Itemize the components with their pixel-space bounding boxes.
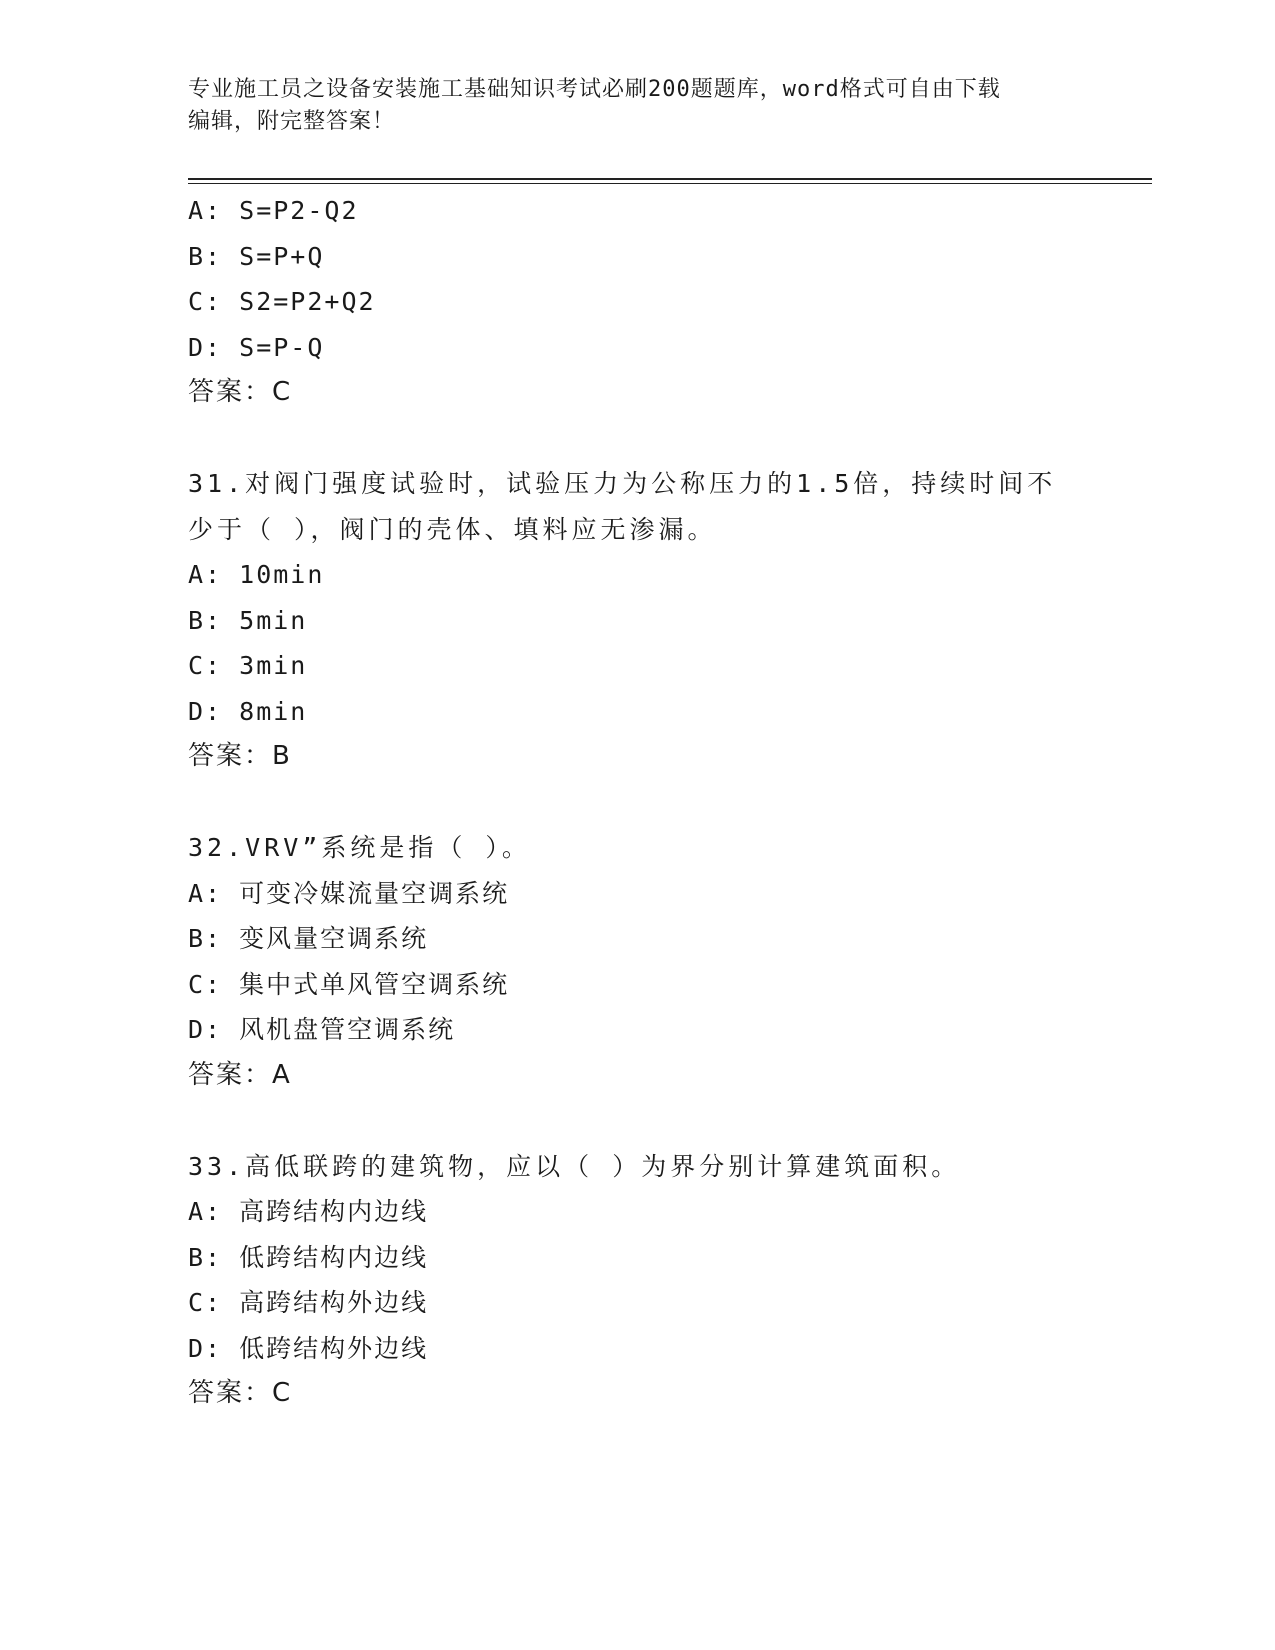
option-b: B: 低跨结构内边线	[188, 1242, 429, 1272]
spacer	[188, 416, 1088, 462]
question-text: 31.对阀门强度试验时，试验压力为公称压力的1.5倍，持续时间不少于（ ），阀门的壳体、填料应无渗漏。	[188, 469, 1057, 544]
option-a: A: 10min	[188, 560, 325, 589]
header-rule-bottom	[188, 183, 1152, 184]
option-d: D: 低跨结构外边线	[188, 1333, 429, 1363]
question-text: 33.高低联跨的建筑物，应以（ ）为界分别计算建筑面积。	[188, 1151, 961, 1181]
question-block-30	[188, 188, 1088, 416]
option-b: B: S=P+Q	[188, 241, 325, 271]
option-d: D: 8min	[188, 696, 308, 726]
header-title-line1: 专业施工员之设备安装施工基础知识考试必刷200题题库，word格式可自由下载	[188, 77, 1001, 102]
answer-line: 答案：A	[188, 1059, 292, 1090]
answer-line: 答案：C	[188, 1378, 293, 1408]
option-c: C: 高跨结构外边线	[188, 1288, 429, 1317]
spacer	[188, 1098, 1088, 1144]
option-a: A: 高跨结构内边线	[188, 1197, 429, 1226]
option-c: C: S2=P2+Q2	[188, 287, 376, 316]
answer-line: 答案：B	[188, 741, 292, 771]
header-title-line2: 编辑，附完整答案！	[188, 109, 396, 134]
question-block-33	[188, 1144, 1088, 1417]
question-block-32	[188, 825, 1088, 1098]
option-c: C: 3min	[188, 651, 308, 680]
question-block-31	[188, 461, 1088, 780]
option-b: B: 变风量空调系统	[188, 924, 429, 953]
spacer	[188, 780, 1088, 826]
document-header	[188, 74, 1068, 138]
option-a: A: S=P2-Q2	[188, 196, 359, 225]
option-b: B: 5min	[188, 605, 308, 635]
question-list	[188, 188, 1088, 1417]
option-d: D: S=P-Q	[188, 332, 325, 362]
option-d: D: 风机盘管空调系统	[188, 1015, 456, 1044]
header-rule-top	[188, 178, 1152, 180]
option-c: C: 集中式单风管空调系统	[188, 969, 510, 999]
question-text: 32.VRV”系统是指（ ）。	[188, 833, 531, 862]
option-a: A: 可变冷媒流量空调系统	[188, 878, 510, 908]
answer-line: 答案：C	[188, 377, 293, 407]
